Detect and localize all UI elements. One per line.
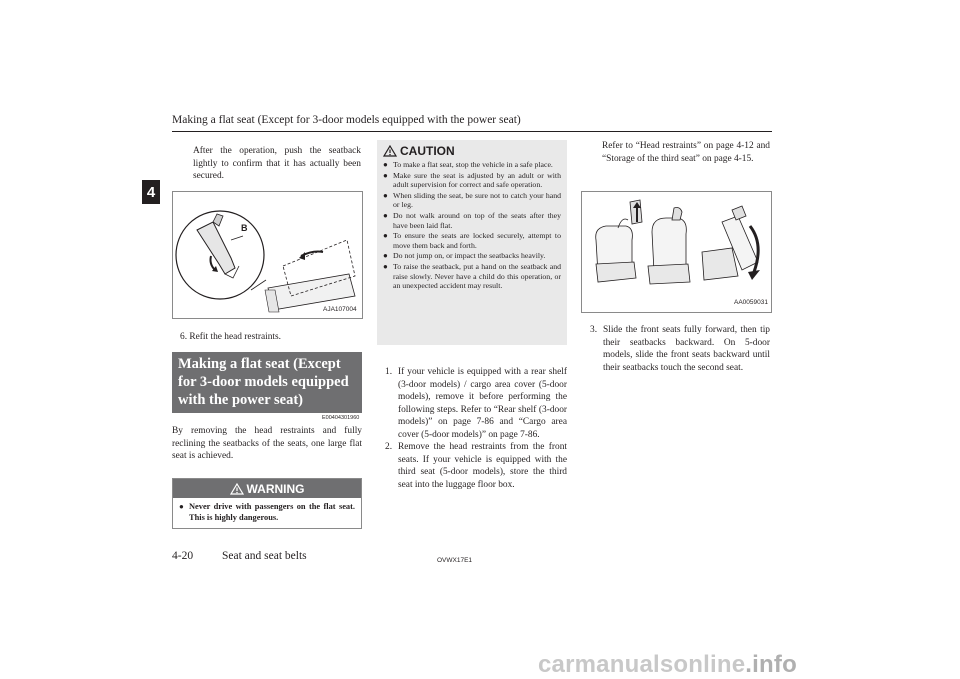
caution-list xyxy=(383,160,561,291)
bullet-icon: ● xyxy=(383,210,388,220)
figure-seat-fold xyxy=(581,191,772,313)
step-1: 1. If your vehicle is equipped with a rear shelf (3-door models) / cargo area cover (5-door models), remove it before performing the following steps. Refer to “Rear shelf (3-door models)” on page 7-86 and “Cargo area cover (5-door models)” on page 7-86. xyxy=(385,367,567,440)
watermark: carmanualsonline.info xyxy=(538,651,797,678)
caution-triangle-icon xyxy=(383,145,397,157)
caution-title: CAUTION xyxy=(400,144,455,158)
warning-item: ● Never drive with passengers on the flat seat. This is highly dangerous. xyxy=(179,502,355,522)
warning-body xyxy=(173,498,361,528)
caution-item: ● To raise the seatback, put a hand on the seatback and raise slowly. Never have a child do this operation, or an unexpected accident may result. xyxy=(383,261,561,291)
footer-section-title: Seat and seat belts xyxy=(222,550,307,562)
chapter-tab: 4 xyxy=(142,180,160,204)
caution-item: ● Do not walk around on top of the seats after they have been laid flat. xyxy=(383,210,561,230)
bullet-icon: ● xyxy=(179,502,184,511)
step-3: 3. Slide the front seats fully forward, then tip their seatbacks backward. On 5-door models, slide the front seats backward until their seatbacks touch the second seat. xyxy=(590,325,770,373)
bullet-icon: ● xyxy=(383,190,388,200)
step-text: Refit the head restraints. xyxy=(189,332,282,342)
section-body: By removing the head restraints and fully reclining the seatbacks of the seats, one large flat seat is achieved. xyxy=(172,426,362,461)
step-number: 6. xyxy=(180,332,188,342)
bullet-icon: ● xyxy=(383,160,388,169)
warning-box xyxy=(172,478,362,529)
warning-header xyxy=(173,479,361,498)
caution-item: ● When sliding the seat, be sure not to catch your hand or leg. xyxy=(383,190,561,210)
caution-item: ● Do not jump on, or impact the seatbacks heavily. xyxy=(383,251,546,261)
bullet-icon: ● xyxy=(383,251,388,261)
warning-triangle-icon xyxy=(230,483,244,495)
caution-header xyxy=(383,144,561,158)
figure-label-b: B xyxy=(241,223,248,233)
figure-seatback-latch xyxy=(172,191,363,319)
caution-item: ● Make sure the seat is adjusted by an adult or with adult supervision for correct and safe operation. xyxy=(383,170,561,190)
bullet-icon: ● xyxy=(383,231,388,241)
page-number: 4-20 xyxy=(172,550,194,562)
document-code: OVWX17E1 xyxy=(437,557,473,564)
intro-paragraph: After the operation, push the seatback lightly to confirm that it has actually been secured. xyxy=(193,146,361,181)
seat-fold-illustration xyxy=(582,192,771,312)
section-heading: Making a flat seat (Except for 3-door models equipped with the power seat) xyxy=(172,352,362,413)
figure-code: AA0059031 xyxy=(734,299,768,306)
running-header-title: Making a flat seat (Except for 3-door models equipped with the power seat) xyxy=(172,114,521,126)
caution-item: ● To make a flat seat, stop the vehicle in a safe place. xyxy=(383,160,553,169)
step-2: 2. Remove the head restraints from the front seats. If your vehicle is equipped with the third seat (5-door models), store the third seat into the luggage floor box. xyxy=(385,442,567,490)
bullet-icon: ● xyxy=(383,170,388,180)
warning-list xyxy=(179,502,355,523)
header-rule xyxy=(172,131,772,132)
caution-box xyxy=(377,140,567,345)
figure-code: AJA107004 xyxy=(323,306,357,313)
section-code: E00404301960 xyxy=(322,415,360,421)
warning-title: WARNING xyxy=(246,481,305,496)
steps-list-right xyxy=(590,324,770,374)
refer-paragraph: Refer to “Head restraints” on page 4-12 and “Storage of the third seat” on page 4-15. xyxy=(602,141,770,164)
caution-item: ● To ensure the seats are locked securely, attempt to move them back and forth. xyxy=(383,231,561,250)
seatback-latch-illustration xyxy=(173,192,362,318)
bullet-icon: ● xyxy=(383,261,388,271)
steps-list xyxy=(385,366,567,491)
step-6 xyxy=(180,332,360,342)
